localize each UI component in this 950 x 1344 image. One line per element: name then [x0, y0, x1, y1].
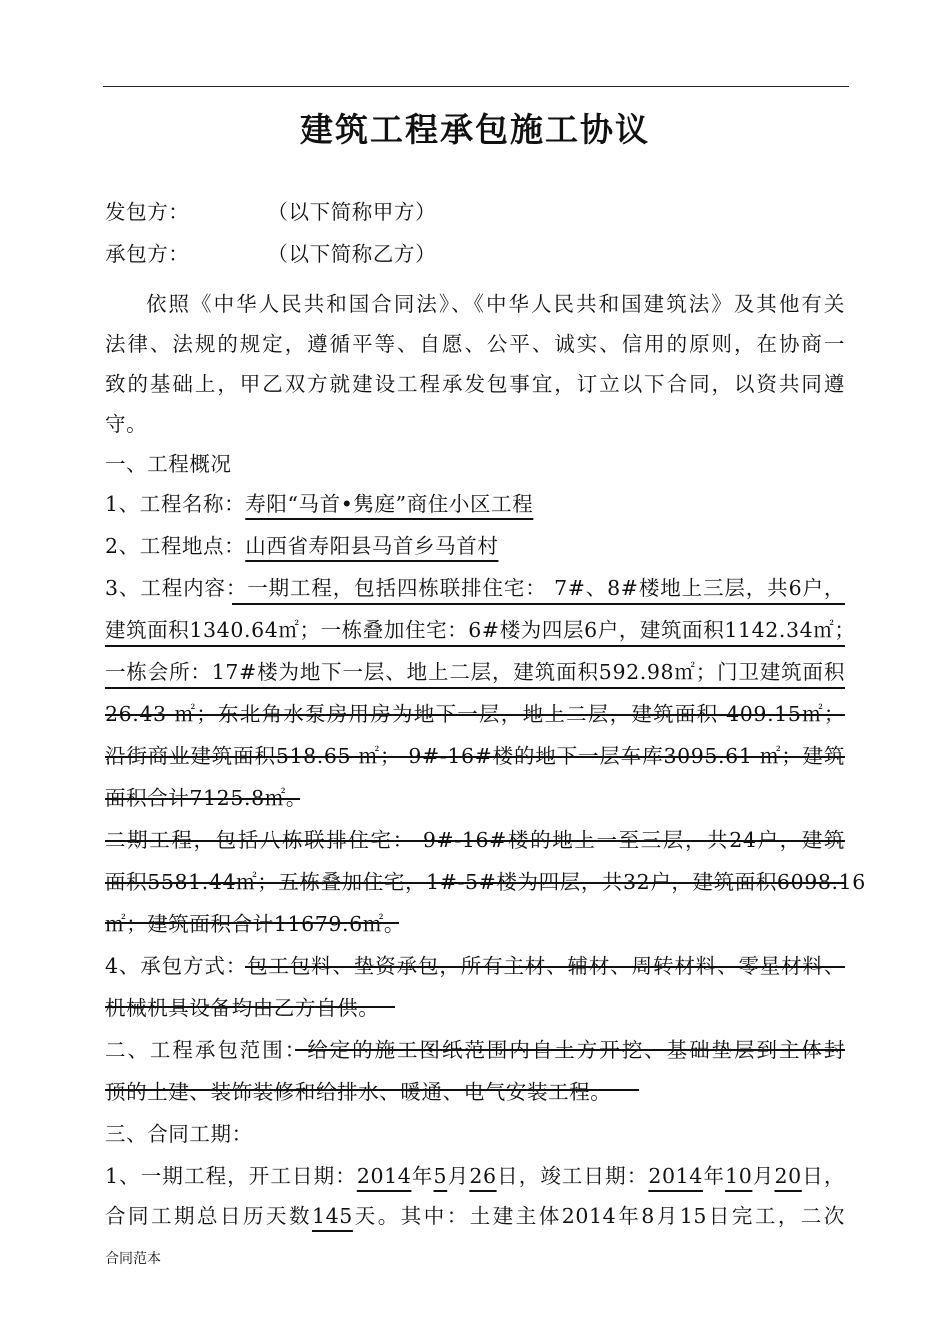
scope-label: 二、工程承包范围： — [105, 1038, 308, 1062]
project-site-value: 山西省寿阳县马首乡马首村 — [245, 534, 499, 558]
issuer-note: （以下简称甲方） — [267, 200, 437, 224]
contractor-label: 承包方： — [105, 242, 190, 266]
content-text-1: 一期工程，包括四栋联排住宅： 7#、8#楼地上三层，共6户， — [247, 576, 845, 600]
content-line-4: 26.43 ㎡；东北角水泵房用房为地下一层，地上二层，建筑面积 409.15㎡； — [105, 702, 845, 726]
section-1-heading: 一、工程概况 — [105, 452, 232, 476]
scope-underline-1 — [295, 1049, 845, 1051]
mode-text-1: 包工包料、垫资承包，所有主材、辅材、周转材料、零星材料、 — [247, 954, 845, 978]
duration-suffix: 天。其中：土建主体2014年8月15日完工，二次 — [352, 1204, 846, 1228]
scope-underline-2 — [105, 1089, 639, 1091]
scope-text-1: 给定的施工图纸范围内自土方开挖、基础垫层到主体封 — [307, 1038, 845, 1062]
mode-underline-2 — [105, 1006, 395, 1008]
end-day: 20 — [774, 1164, 802, 1188]
duration-prefix: 合同工期总日历天数 — [105, 1204, 312, 1228]
intro-line-3: 致的基础上，甲乙双方就建设工程承发包事宜，订立以下合同，以资共同遵 — [105, 372, 845, 396]
content-line-9: ㎡；建筑面积合计11679.6㎡。 — [105, 912, 405, 936]
start-day: 26 — [469, 1164, 497, 1188]
content-underline-5 — [105, 756, 845, 758]
mode-label: 4、承包方式： — [105, 954, 248, 978]
project-name-value: 寿阳“马首•隽庭”商住小区工程 — [245, 492, 534, 516]
content-line-7: 二期工程，包括八栋联排住宅： 9#-16#楼的地上一至三层，共24户，建筑 — [105, 828, 845, 852]
content-line-5: 沿街商业建筑面积518.65 ㎡； 9#-16#楼的地下一层车库3095.61 ㎡；建筑 — [105, 744, 845, 768]
contractor-note: （以下简称乙方） — [267, 242, 437, 266]
project-site-label: 2、工程地点： — [105, 534, 246, 558]
end-month: 10 — [725, 1164, 753, 1188]
scope-line-2: 顶的土建、装饰装修和给排水、暖通、电气安装工程。 — [105, 1080, 612, 1104]
content-underline-8 — [105, 882, 845, 884]
start-year: 2014 — [356, 1164, 412, 1188]
content-line-3: 一栋会所：17#楼为地下一层、地上二层，建筑面积592.98㎡；门卫建筑面积 — [105, 660, 845, 684]
content-underline-2 — [105, 645, 845, 647]
duration-days: 145 — [311, 1204, 353, 1228]
content-line-8: 面积5581.44㎡；五栋叠加住宅，1#-5#楼为四层，共32户，建筑面积6098.16 — [105, 870, 866, 894]
start-year-unit: 年 — [411, 1164, 434, 1188]
content-underline-3 — [105, 687, 845, 689]
content-underline-4 — [105, 714, 845, 716]
end-month-unit: 月 — [752, 1164, 775, 1188]
content-label: 3、工程内容： — [105, 576, 248, 600]
mode-line-2: 机械机具设备均由乙方自供。 — [105, 996, 380, 1020]
intro-line-1: 依照《中华人民共和国合同法》、《中华人民共和国建筑法》及其他有关 — [146, 292, 845, 316]
schedule-line-2 — [105, 1202, 845, 1230]
start-month-unit: 月 — [447, 1164, 470, 1188]
document-title: 建筑工程承包施工协议 — [300, 110, 650, 149]
content-line-6: 面积合计7125.8㎡。 — [105, 786, 307, 810]
intro-line-2: 法律、法规的规定，遵循平等、自愿、公平、诚实、信用的原则，在协商一 — [105, 332, 845, 356]
content-line-1 — [105, 574, 845, 602]
content-underline-7 — [105, 840, 845, 842]
project-name-line — [105, 490, 533, 518]
end-year-unit: 年 — [702, 1164, 726, 1188]
intro-line-4: 守。 — [105, 412, 148, 436]
content-underline-1 — [232, 603, 845, 605]
start-day-unit: 日，竣工日期： — [496, 1164, 649, 1188]
schedule-line-1 — [105, 1162, 845, 1190]
page-footer: 合同范本 — [105, 1251, 161, 1267]
project-name-label: 1、工程名称： — [105, 492, 246, 516]
content-underline-6 — [105, 798, 300, 800]
issuer-label: 发包方： — [105, 200, 190, 224]
content-underline-9 — [105, 922, 399, 924]
header-rule — [103, 86, 849, 87]
content-line-2: 建筑面积1340.64㎡；一栋叠加住宅：6#楼为四层6户，建筑面积1142.34㎡； — [105, 618, 856, 642]
section-3-heading: 三、合同工期： — [105, 1122, 253, 1146]
schedule-prefix: 1、一期工程，开工日期： — [105, 1164, 357, 1188]
issuer-line — [105, 198, 436, 226]
mode-underline-1 — [245, 966, 845, 968]
contractor-line — [105, 240, 436, 268]
project-site-line — [105, 532, 498, 560]
end-year: 2014 — [648, 1164, 703, 1188]
end-day-unit: 日， — [801, 1164, 846, 1188]
start-month: 5 — [433, 1164, 448, 1188]
